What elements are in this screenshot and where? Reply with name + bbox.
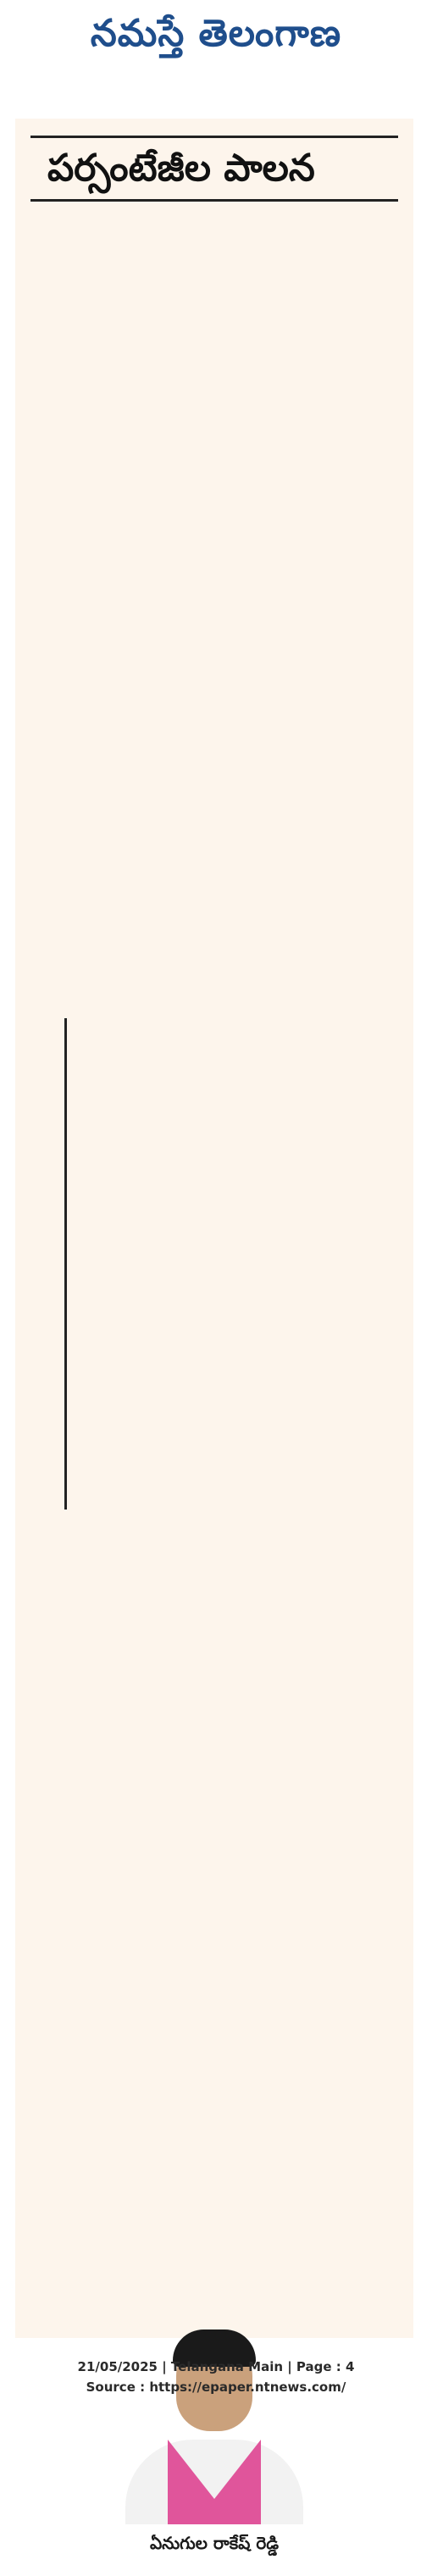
article-boxed-paragraph bbox=[64, 1018, 385, 1510]
masthead-title: నమస్తే తెలంగాణ bbox=[90, 12, 342, 55]
footer-source: Source : https://epaper.ntnews.com/ bbox=[86, 2379, 346, 2395]
page-footer bbox=[0, 2357, 432, 2397]
article-paragraph-4 bbox=[42, 2058, 386, 2296]
article-paragraph-3 bbox=[42, 1535, 386, 2043]
author-photo bbox=[117, 2313, 312, 2524]
article-intro bbox=[61, 217, 390, 522]
article-headline: పర్సంటేజీల పాలన bbox=[30, 136, 398, 202]
article-paragraph-1 bbox=[42, 540, 386, 998]
author-role bbox=[30, 2561, 398, 2576]
footer-date-page: 21/05/2025 | Telangana Main | Page : 4 bbox=[77, 2359, 355, 2374]
author-name: ఏనుగుల రాకేష్ రెడ్డి bbox=[149, 2533, 280, 2553]
